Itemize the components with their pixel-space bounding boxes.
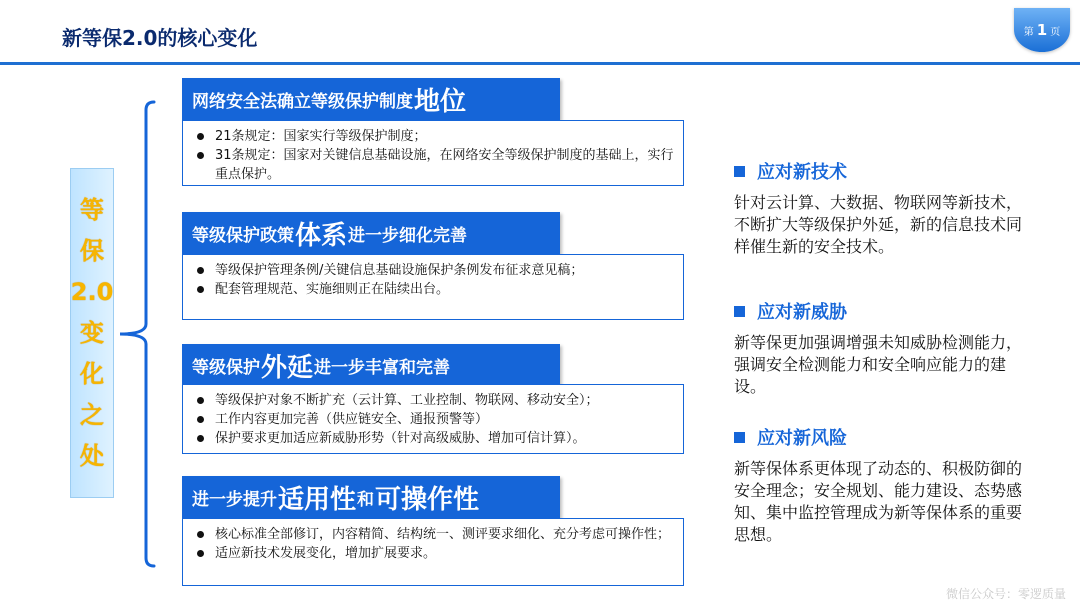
section-box-system: [182, 254, 684, 320]
right-section-title: [734, 298, 1034, 324]
right-section-body: 新等保更加强调增强未知威胁检测能力，强调安全检测能力和安全响应能力的建设。: [734, 333, 1023, 396]
page-suffix: 页: [1050, 26, 1061, 38]
section-box-status: [182, 120, 684, 186]
bullet-item: 适应新技术发展变化，增加扩展要求。: [193, 544, 675, 563]
section-header-extension: [182, 344, 560, 386]
right-section-risk: [734, 424, 1034, 546]
header-text: 进一步细化完善: [348, 225, 468, 246]
label-char: 化: [80, 360, 104, 389]
header-emphasis: 体系: [295, 220, 348, 251]
label-char: 之: [80, 401, 104, 430]
section-header-operability: [182, 476, 560, 518]
right-section-tech: [734, 158, 1034, 258]
right-title-text: 应对新技术: [757, 162, 847, 183]
right-title-text: 应对新风险: [757, 428, 847, 449]
square-bullet-icon: [734, 166, 745, 177]
bullet-item: 21条规定：国家实行等级保护制度；: [193, 127, 675, 146]
header-text: 和: [357, 489, 375, 510]
header-text: 进一步丰富和完善: [314, 357, 451, 378]
header-emphasis: 外延: [261, 352, 314, 383]
section-header-status: [182, 78, 560, 120]
header-emphasis: 可操作性: [375, 484, 480, 515]
page-prefix: 第: [1023, 26, 1034, 38]
header-text: 等级保护: [192, 357, 260, 378]
bullet-item: 等级保护管理条例/关键信息基础设施保护条例发布征求意见稿；: [193, 261, 675, 280]
page-number: 1: [1036, 21, 1048, 39]
bullet-item: 31条规定：国家对关键信息基础设施，在网络安全等级保护制度的基础上，实行重点保护。: [193, 146, 675, 184]
header-text: 网络安全法确立等级保护制度: [192, 91, 413, 112]
right-section-body: 针对云计算、大数据、物联网等新技术，不断扩大等级保护外延，新的信息技术同样催生新的安全技术。: [734, 193, 1023, 256]
page-number-badge: [1014, 8, 1070, 52]
right-section-title: [734, 424, 1034, 450]
square-bullet-icon: [734, 306, 745, 317]
left-vertical-label: [70, 168, 114, 498]
section-header-system: [182, 212, 560, 254]
title-rule: [0, 62, 1080, 65]
label-char: 等: [80, 195, 104, 224]
bullet-item: 配套管理规范、实施细则正在陆续出台。: [193, 280, 675, 299]
label-char: 保: [80, 236, 104, 265]
header-emphasis: 地位: [414, 86, 467, 117]
label-char: 变: [80, 318, 104, 347]
bullet-item: 工作内容更加完善（供应链安全、通报预警等）: [193, 410, 675, 429]
watermark: 微信公众号：零逻质量: [945, 587, 1066, 601]
right-section-title: [734, 158, 1034, 184]
header-text: 等级保护政策: [192, 225, 294, 246]
section-box-extension: [182, 384, 684, 454]
bullet-item: 核心标准全部修订，内容精简、结构统一、测评要求细化、充分考虑可操作性；: [193, 525, 675, 544]
right-title-text: 应对新威胁: [757, 302, 847, 323]
bullet-item: 等级保护对象不断扩充（云计算、工业控制、物联网、移动安全）；: [193, 391, 675, 410]
section-box-operability: [182, 518, 684, 586]
bullet-item: 保护要求更加适应新威胁形势（针对高级威胁、增加可信计算）。: [193, 429, 675, 448]
header-text: 进一步提升: [192, 489, 277, 510]
right-section-body: 新等保体系更体现了动态的、积极防御的安全理念；安全规划、能力建设、态势感知、集中监控管理成为新等保体系的重要思想。: [734, 459, 1023, 544]
brace-connector: [118, 100, 158, 568]
square-bullet-icon: [734, 432, 745, 443]
right-section-threat: [734, 298, 1034, 398]
label-char: 处: [80, 442, 104, 471]
label-char: 2.0: [70, 277, 114, 306]
header-emphasis: 适用性: [278, 484, 357, 515]
page-title: 新等保2.0的核心变化: [62, 26, 258, 50]
